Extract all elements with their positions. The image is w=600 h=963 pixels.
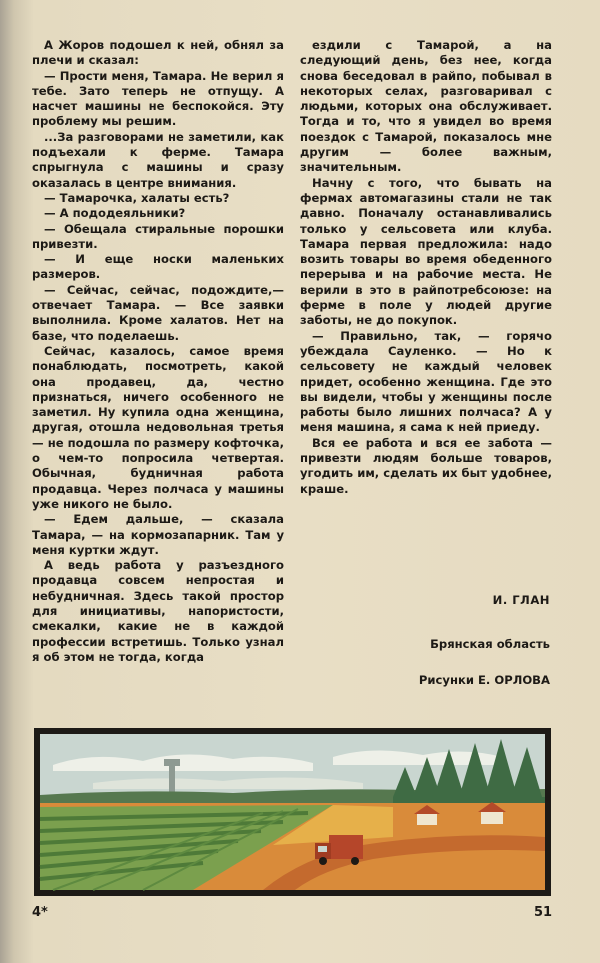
landscape-illustration: [33, 727, 552, 897]
paragraph: — А пододеяльники?: [44, 206, 186, 221]
paragraph: — Прости меня, Тамара. Не верил я тебе. Зато теперь не отпущу. А насчет машины не беспокойся. Эту проблему мы решим.: [32, 68, 284, 129]
paragraph: А ведь работа у разъездного продавца совсем непростая и небудничная. Здесь такой простор для инициативы, напористости, смекалки, какие не в каждой професcии встретишь. Только узнал я об этом не тогда, когда: [32, 558, 284, 664]
paragraph: ездили с Тамарой, а на следующий день, без нее, когда снова беседовал в райпо, побывал в некоторых селах, разговаривал с людьми, которых она обслуживает. Тогда и то, что я увидел во время поездок с Тамарой, показалось мне другим — более важным, значительным.: [300, 38, 552, 175]
paragraph: — Едем дальше, — сказала Тамара, — на кормозапарник. Там у меня куртки ждут.: [32, 512, 284, 557]
paragraph: Вся ее работа и вся ее забота — привезти людям больше товаров, угодить им, сделать их быт удобнее, краше.: [300, 435, 552, 496]
paragraph: — Сейчас, сейчас, подождите,— отвечает Тамара. — Все заявки выполнила. Кроме халатов. Нет на базе, что поделаешь.: [32, 282, 284, 343]
paragraph: Сейчас, казалось, самое время понаблюдать, посмотреть, какой она продавец, да, честно признаться, ничего особенного не заметил. Ну купила одна женщина, другая, отошла недовольная третья — не подошла по размеру кофточка, о чем-то попросила четвертая. Обычная, будничная работа продавца. Через полчаса у машины уже никого не было.: [32, 343, 284, 511]
landscape-svg: [33, 727, 552, 897]
paragraph: — И еще носки маленьких размеров.: [32, 252, 284, 282]
signature-mark: 4*: [32, 905, 48, 920]
article-column-right: [300, 38, 552, 497]
paragraph: — Правильно, так, — горячо убеждала Сауленко. — Но к сельсовету не каждый человек придет, особенно женщина. Где это вы видели, чтобы у женщины после работы было лишних полчаса? А у меня машина, я сама к ней приеду.: [300, 328, 552, 435]
paragraph: Начну с того, что бывать на фермах автомагазины стали не так давно. Поначалу останавливались только у сельсовета или клуба. Тамара первая предложила: надо возить товары во время обеденного перерыва и на рабочие места. Не верили в это в райпотребсоюзе: на ферме в поле у людей другие заботы, не до покупок.: [300, 175, 552, 328]
paragraph: — Обещала стиральные порошки привезти.: [32, 221, 284, 251]
article-column-left: [32, 38, 284, 665]
water-tower-tank: [164, 759, 180, 766]
paragraph: — Тамарочка, халаты есть?: [44, 190, 230, 205]
page-number: 51: [534, 905, 553, 920]
author-region: Брянская область: [430, 637, 550, 651]
water-tower: [169, 763, 175, 793]
paragraph: ...За разговорами не заметили, как подъехали к ферме. Тамара спрыгнула с машины и сразу оказалась в центре внимания.: [32, 129, 284, 190]
author-signature: И. ГЛАН: [492, 593, 550, 607]
illustration-credit: Рисунки Е. ОРЛОВА: [418, 673, 550, 687]
paragraph: А Жоров подошел к ней, обнял за плечи и сказал:: [32, 38, 284, 68]
